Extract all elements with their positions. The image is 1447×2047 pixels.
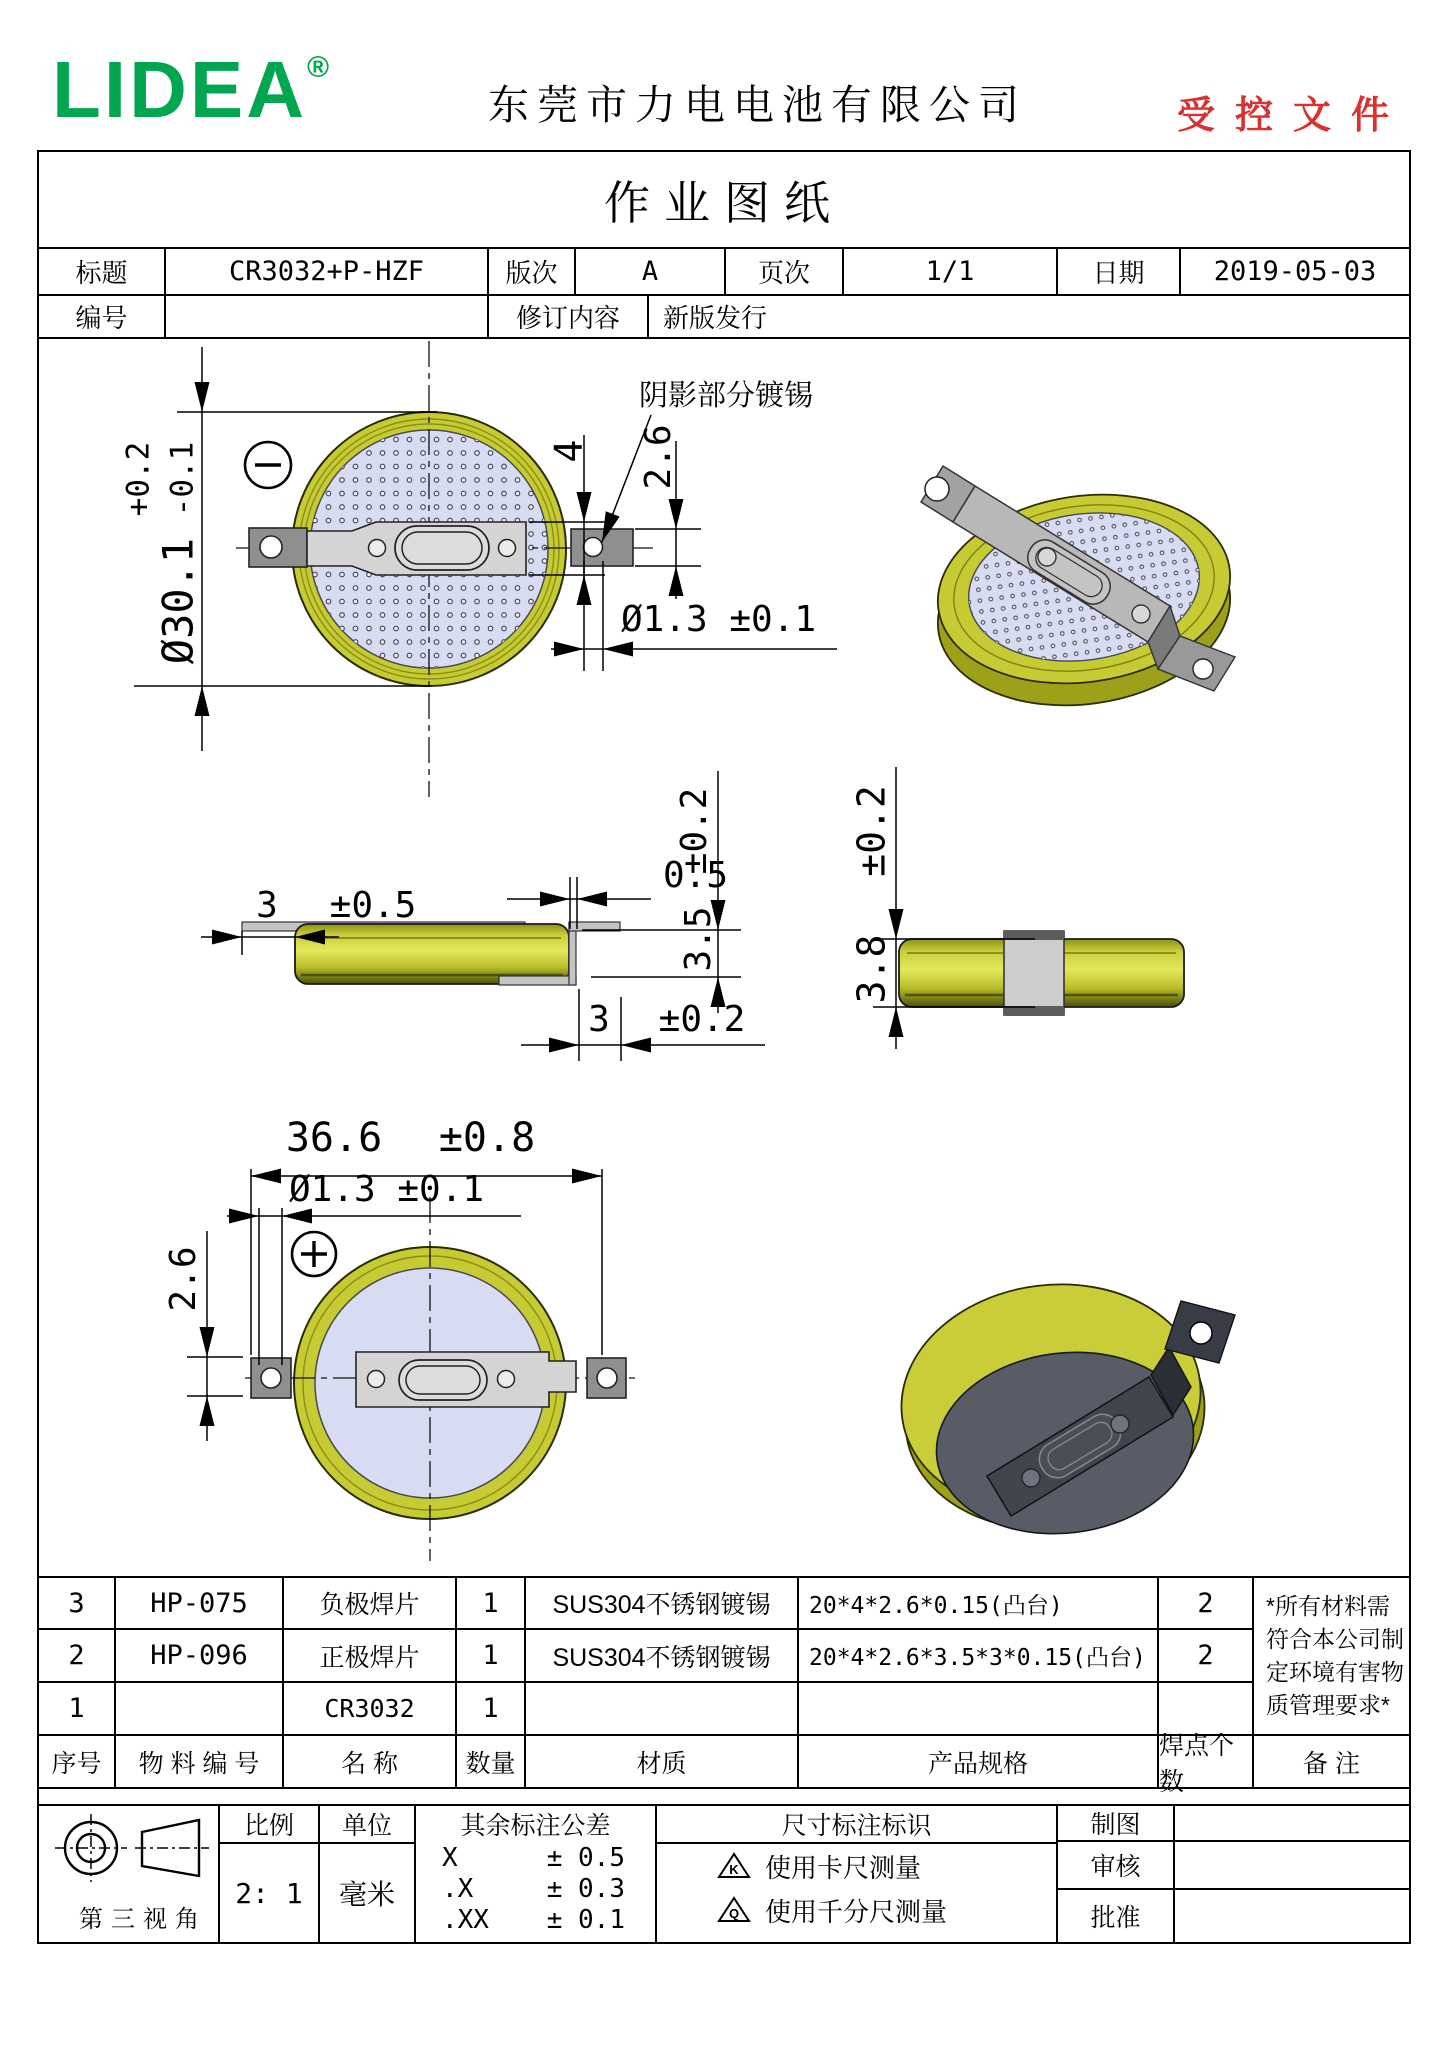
iso-view-bottom xyxy=(888,1268,1235,1548)
svg-text:K: K xyxy=(729,1862,739,1877)
material-compliance-note: *所有材料需 符合本公司制 定环境有害物 质管理要求* xyxy=(1254,1578,1409,1736)
dim-overhang-tol: ±0.5 xyxy=(329,885,417,926)
dim-dia30-tol-plus: +0.2 xyxy=(120,441,157,517)
revision-value: 新版发行 xyxy=(663,303,768,333)
third-angle-label: 第三视角 xyxy=(79,1906,207,1933)
tol-key: .X xyxy=(442,1873,474,1904)
revision-label: 修订内容 xyxy=(489,296,649,337)
approver-label: 批准 xyxy=(1058,1890,1175,1942)
part-material: SUS304不锈钢镀锡 xyxy=(526,1630,799,1683)
number-label: 编号 xyxy=(39,296,166,337)
drafter-label: 制图 xyxy=(1058,1806,1175,1840)
dim-hole-bottom: Ø1.3 ±0.1 xyxy=(289,1169,485,1210)
part-spec xyxy=(799,1683,1159,1736)
part-no: HP-096 xyxy=(116,1630,284,1683)
part-qty: 1 xyxy=(457,1578,526,1630)
scale-value: 2: 1 xyxy=(235,1876,303,1910)
dim-overhang: 3 xyxy=(256,885,278,926)
part-qty: 1 xyxy=(457,1630,526,1683)
dim-foot-tol: ±0.2 xyxy=(658,999,746,1040)
sheet-title: 作业图纸 xyxy=(39,152,1409,249)
dim-dia30-tol-minus: -0.1 xyxy=(164,441,201,517)
unit-label: 单位 xyxy=(320,1806,414,1844)
company-name: 东莞市力电电池有限公司 xyxy=(488,82,1027,128)
checker-value xyxy=(1175,1842,1409,1888)
svg-text:Q: Q xyxy=(728,1906,740,1921)
tolerance-label: 其余标注公差 xyxy=(460,1812,611,1840)
col-header-part-no: 物 料 编 号 xyxy=(116,1736,284,1787)
tol-value: ± 0.3 xyxy=(546,1873,625,1904)
approver-value xyxy=(1175,1890,1409,1942)
tol-key: .XX xyxy=(442,1904,489,1935)
side2-tab-band xyxy=(1004,931,1064,1015)
battery-drawing xyxy=(39,339,1408,1576)
col-header-seq: 序号 xyxy=(39,1736,116,1787)
tol-value: ± 0.5 xyxy=(546,1842,625,1873)
dim-thickness: 0.5 xyxy=(663,855,729,896)
page-label: 页次 xyxy=(726,249,844,294)
minus-terminal-icon xyxy=(245,442,291,488)
col-header-remark: 备 注 xyxy=(1303,1749,1360,1778)
dim-height: 3.8 xyxy=(849,934,894,1004)
title-value: CR3032+P-HZF xyxy=(166,249,489,294)
sheet-frame xyxy=(37,150,1411,1944)
part-no: HP-075 xyxy=(116,1578,284,1630)
tol-key: X xyxy=(442,1842,458,1873)
registered-mark-icon: ® xyxy=(307,51,333,84)
tol-value: ± 0.1 xyxy=(546,1904,625,1935)
dim-tab-width: 4 xyxy=(546,439,591,463)
part-weld: 2 xyxy=(1159,1578,1254,1630)
page-value: 1/1 xyxy=(844,249,1058,294)
part-seq: 3 xyxy=(39,1578,116,1630)
dim-hole-top: Ø1.3 ±0.1 xyxy=(621,599,817,640)
dim-standoff-tol: ±0.2 xyxy=(674,787,715,875)
note-shaded-tinned: 阴影部分镀锡 xyxy=(639,380,814,412)
col-header-qty: 数量 xyxy=(457,1736,526,1787)
triangle-caliper-icon xyxy=(717,1851,751,1881)
unit-value: 毫米 xyxy=(338,1879,395,1910)
projection-cell xyxy=(39,1806,220,1942)
part-no xyxy=(116,1683,284,1736)
part-name: 正极焊片 xyxy=(284,1630,457,1683)
plus-terminal-icon xyxy=(292,1232,336,1276)
scale-label: 比例 xyxy=(220,1806,318,1844)
micrometer-mark-text: 使用千分尺测量 xyxy=(765,1896,948,1927)
number-value xyxy=(166,296,489,337)
title-row-1 xyxy=(39,249,1409,296)
rev-value: A xyxy=(576,249,726,294)
dim-overall-width-tol: ±0.8 xyxy=(438,1115,536,1161)
company-logo xyxy=(52,45,333,134)
parts-table xyxy=(39,1578,1409,1796)
caliper-mark xyxy=(657,1844,1056,1888)
part-material: SUS304不锈钢镀锡 xyxy=(526,1578,799,1630)
part-material xyxy=(526,1683,799,1736)
dim-standoff: 3.5 xyxy=(678,906,719,972)
title-label: 标题 xyxy=(39,249,166,294)
dim-overall-width: 36.6 xyxy=(285,1115,383,1161)
date-label: 日期 xyxy=(1058,249,1181,294)
third-angle-projection-icon xyxy=(39,1806,218,1902)
iso-view-top xyxy=(921,466,1243,724)
bottom-view-positive xyxy=(163,1115,635,1561)
drawing-area xyxy=(39,339,1409,1578)
rev-label: 版次 xyxy=(489,249,576,294)
dim-tab-end-width-bottom: 2.6 xyxy=(163,1246,204,1312)
separator-band xyxy=(39,1789,1409,1806)
dim-height-tol: ±0.2 xyxy=(849,785,894,877)
side-positive-tab-bend xyxy=(569,923,576,985)
controlled-doc-stamp: 受控文件 xyxy=(1176,95,1409,137)
part-qty: 1 xyxy=(457,1683,526,1736)
part-spec: 20*4*2.6*0.15(凸台) xyxy=(799,1578,1159,1630)
date-value: 2019-05-03 xyxy=(1213,256,1377,287)
title-row-2 xyxy=(39,296,1409,339)
drafter-value xyxy=(1175,1806,1409,1840)
part-name: 负极焊片 xyxy=(284,1578,457,1630)
side-view-right xyxy=(850,767,1185,1049)
dim-tab-end-width: 2.6 xyxy=(638,424,679,490)
part-seq: 2 xyxy=(39,1630,116,1683)
footer-block xyxy=(39,1806,1409,1942)
dim-foot: 3 xyxy=(588,999,610,1040)
logo-text: LIDEA xyxy=(52,45,307,134)
side-view-left xyxy=(201,771,765,1061)
col-header-name: 名 称 xyxy=(284,1736,457,1787)
dim-mark-label: 尺寸标注标识 xyxy=(657,1806,1056,1844)
part-seq: 1 xyxy=(39,1683,116,1736)
part-weld: 2 xyxy=(1159,1630,1254,1683)
col-header-spec: 产品规格 xyxy=(799,1736,1159,1787)
part-spec: 20*4*2.6*3.5*3*0.15(凸台) xyxy=(799,1630,1159,1683)
dim-dia30: Ø30.1 xyxy=(153,537,203,665)
col-header-weld: 焊点个数 xyxy=(1159,1736,1254,1787)
part-name: CR3032 xyxy=(284,1683,457,1736)
top-view-negative xyxy=(121,341,838,797)
col-header-material: 材质 xyxy=(526,1736,799,1787)
checker-label: 审核 xyxy=(1058,1842,1175,1888)
triangle-micrometer-icon xyxy=(717,1895,751,1925)
caliper-mark-text: 使用卡尺测量 xyxy=(765,1852,922,1883)
micrometer-mark xyxy=(657,1888,1056,1932)
